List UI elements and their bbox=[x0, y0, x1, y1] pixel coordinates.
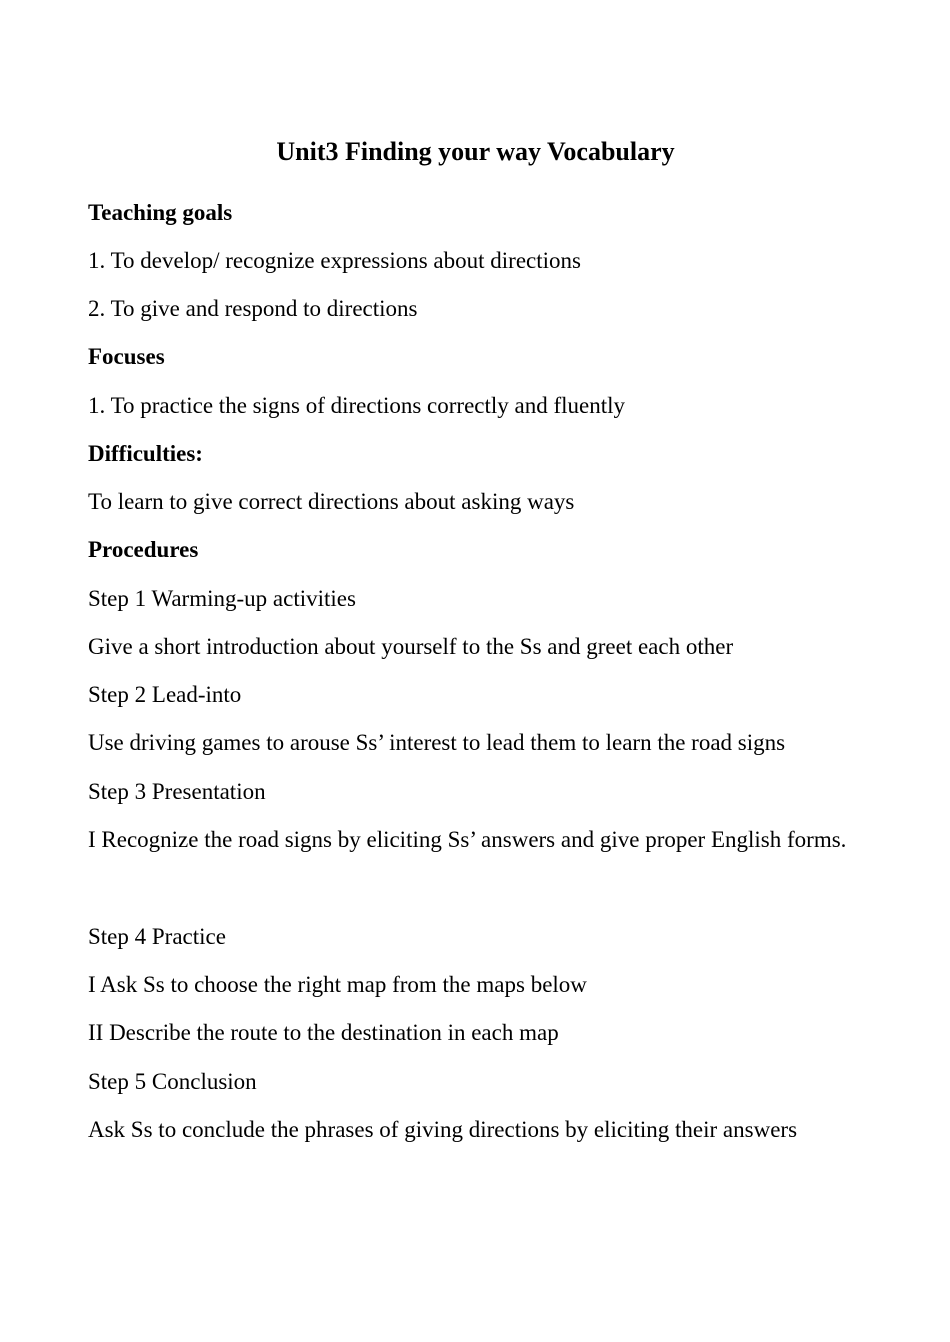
heading-difficulties: Difficulties: bbox=[88, 441, 203, 466]
page-title: Unit3 Finding your way Vocabulary bbox=[276, 137, 675, 166]
step-1-title: Step 1 Warming-up activities bbox=[88, 586, 356, 611]
heading-procedures: Procedures bbox=[88, 537, 199, 562]
step-3-title: Step 3 Presentation bbox=[88, 779, 266, 804]
step-4-item: II Describe the route to the destination in each map bbox=[88, 1020, 559, 1045]
step-5-title: Step 5 Conclusion bbox=[88, 1069, 257, 1094]
focus-item: 1. To practice the signs of directions correctly and fluently bbox=[88, 393, 626, 418]
heading-teaching-goals: Teaching goals bbox=[88, 200, 233, 225]
step-5-text: Ask Ss to conclude the phrases of giving directions by eliciting their answers bbox=[88, 1117, 798, 1142]
step-3-text: I Recognize the road signs by eliciting Ss’ answers and give proper English forms. bbox=[88, 827, 847, 852]
step-1-text: Give a short introduction about yourself to the Ss and greet each other bbox=[88, 634, 734, 659]
heading-focuses: Focuses bbox=[88, 344, 165, 369]
step-2-text: Use driving games to arouse Ss’ interest to lead them to learn the road signs bbox=[88, 730, 786, 755]
difficulty-item: To learn to give correct directions about asking ways bbox=[88, 489, 575, 514]
teaching-goal-item: 2. To give and respond to directions bbox=[88, 296, 418, 321]
step-4-item: I Ask Ss to choose the right map from the maps below bbox=[88, 972, 587, 997]
step-2-title: Step 2 Lead-into bbox=[88, 682, 242, 707]
step-4-title: Step 4 Practice bbox=[88, 924, 226, 949]
teaching-goal-item: 1. To develop/ recognize expressions about directions bbox=[88, 248, 581, 273]
